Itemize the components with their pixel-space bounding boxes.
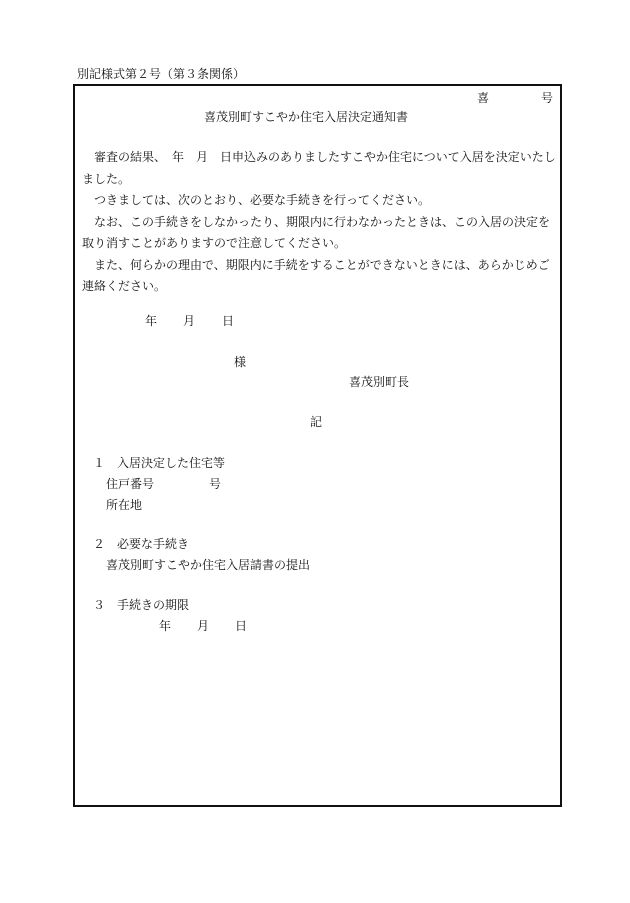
location-label: 所在地 <box>106 498 143 512</box>
paragraph-3: なお、この手続きをしなかったり、期限内に行わなかったときは、この入居の決定を取り消すことがありますので注意してください。 <box>82 214 551 250</box>
body-text <box>82 147 556 298</box>
date-day: 日 <box>222 314 235 328</box>
date-year: 年 <box>145 314 158 328</box>
unit-number-suffix: 号 <box>209 477 222 491</box>
item-1-heading: １ 入居決定した住宅等 <box>93 456 226 470</box>
paragraph-2: つきましては、次のとおり、必要な手続きを行ってください。 <box>94 193 431 207</box>
form-label: 別記様式第２号（第３条関係） <box>77 67 246 81</box>
addressee-suffix: 様 <box>234 355 247 369</box>
paragraph-1: 審査の結果、 年 月 日申込みのありましたすこやか住宅について入居を決定いたしました。 <box>82 150 556 186</box>
unit-number-label: 住戸番号 <box>106 477 155 491</box>
item-2-procedure: 喜茂別町すこやか住宅入居請書の提出 <box>106 558 311 572</box>
number-prefix: 喜 <box>477 91 490 105</box>
ki-heading: 記 <box>310 415 323 429</box>
item-3-heading: ３ 手続きの期限 <box>93 598 190 612</box>
item-2-heading: ２ 必要な手続き <box>93 537 190 551</box>
sender-name: 喜茂別町長 <box>349 375 410 389</box>
number-suffix: 号 <box>541 91 554 105</box>
document-title: 喜茂別町すこやか住宅入居決定通知書 <box>204 110 409 124</box>
deadline-year: 年 <box>159 619 172 633</box>
date-month: 月 <box>183 314 196 328</box>
deadline-month: 月 <box>197 619 210 633</box>
paragraph-4: また、何らかの理由で、期限内に手続をすることができないときには、あらかじめご連絡ください。 <box>82 257 550 293</box>
deadline-day: 日 <box>235 619 248 633</box>
